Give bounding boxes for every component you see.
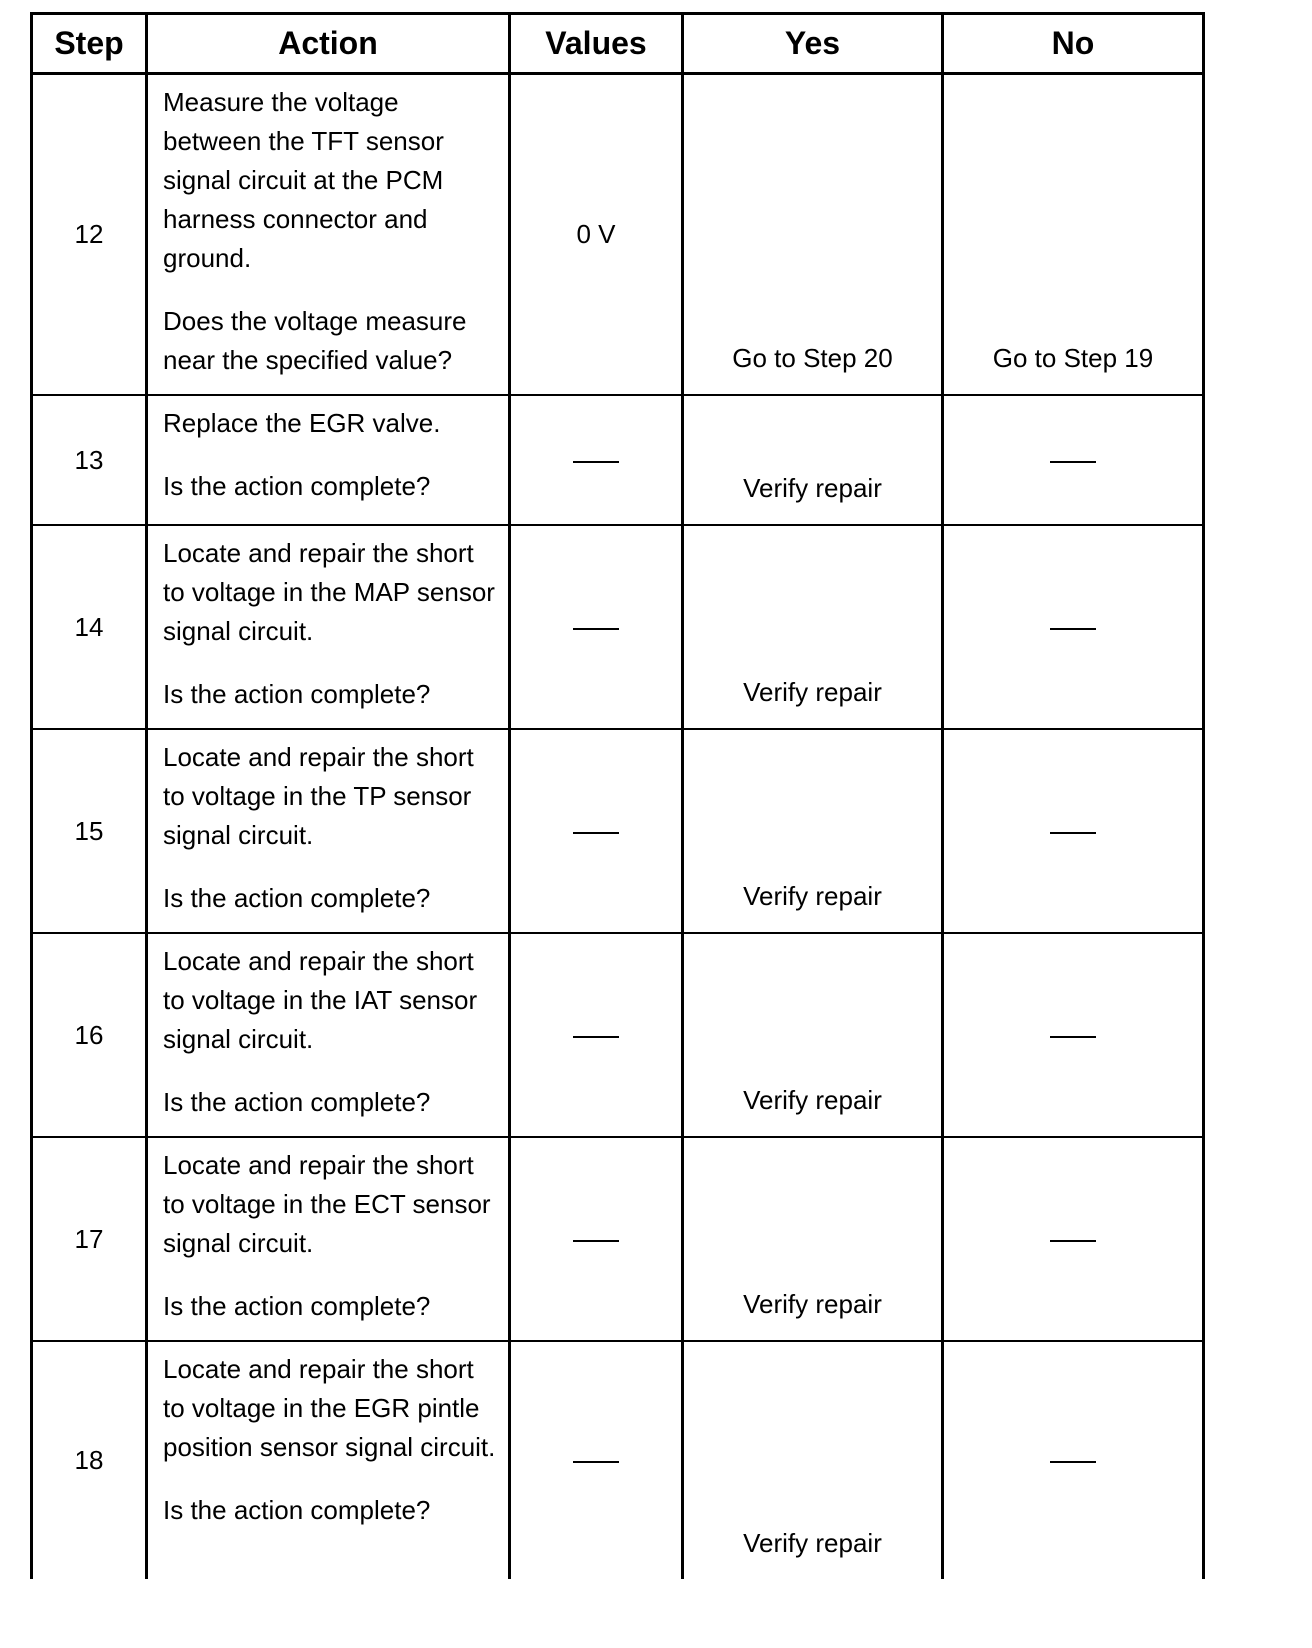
diagnostic-table: [30, 12, 1205, 1579]
values-dash: [573, 461, 619, 463]
action-question: Is the action complete?: [163, 1291, 431, 1321]
action-instruction: Locate and repair the short to voltage in the MAP sensor signal circuit.: [163, 538, 495, 646]
values-dash: [573, 832, 619, 834]
no-cell: [943, 933, 1204, 1137]
yes-cell: Verify repair: [683, 1341, 943, 1579]
values-cell: 0 V: [510, 74, 683, 396]
action-cell: [147, 1137, 510, 1341]
no-dash: [1050, 1240, 1096, 1242]
no-cell: Go to Step 19: [943, 74, 1204, 396]
action-question: Is the action complete?: [163, 679, 431, 709]
header-yes: Yes: [683, 14, 943, 74]
step-number: 12: [32, 74, 147, 396]
step-number: 14: [32, 525, 147, 729]
table-row: [32, 1341, 1204, 1579]
no-cell: [943, 525, 1204, 729]
header-action: Action: [147, 14, 510, 74]
action-instruction: Measure the voltage between the TFT sensor signal circuit at the PCM harness connector and ground.: [163, 87, 444, 273]
values-cell: [510, 525, 683, 729]
table-row: [32, 525, 1204, 729]
no-dash: [1050, 628, 1096, 630]
action-instruction: Locate and repair the short to voltage in the TP sensor signal circuit.: [163, 742, 474, 850]
yes-cell: Verify repair: [683, 933, 943, 1137]
values-cell: [510, 395, 683, 525]
header-no: No: [943, 14, 1204, 74]
yes-cell: Go to Step 20: [683, 74, 943, 396]
header-values: Values: [510, 14, 683, 74]
table-row: [32, 729, 1204, 933]
values-dash: [573, 1461, 619, 1463]
values-dash: [573, 628, 619, 630]
yes-cell: Verify repair: [683, 1137, 943, 1341]
header-step: Step: [32, 14, 147, 74]
diagnostic-table-page: [30, 12, 1202, 1579]
values-cell: [510, 1137, 683, 1341]
action-instruction: Locate and repair the short to voltage in the IAT sensor signal circuit.: [163, 946, 478, 1054]
values-dash: [573, 1036, 619, 1038]
no-cell: [943, 395, 1204, 525]
action-question: Does the voltage measure near the specified value?: [163, 306, 467, 375]
no-dash: [1050, 1036, 1096, 1038]
table-row: [32, 74, 1204, 396]
values-dash: [573, 1240, 619, 1242]
values-cell: [510, 729, 683, 933]
yes-cell: Verify repair: [683, 395, 943, 525]
step-number: 16: [32, 933, 147, 1137]
no-dash: [1050, 832, 1096, 834]
action-instruction: Locate and repair the short to voltage in the ECT sensor signal circuit.: [163, 1150, 491, 1258]
action-question: Is the action complete?: [163, 471, 431, 501]
action-cell: [147, 729, 510, 933]
values-cell: [510, 1341, 683, 1579]
table-row: [32, 1137, 1204, 1341]
no-cell: [943, 1341, 1204, 1579]
action-cell: [147, 933, 510, 1137]
yes-cell: Verify repair: [683, 525, 943, 729]
step-number: 13: [32, 395, 147, 525]
no-dash: [1050, 1461, 1096, 1463]
action-question: Is the action complete?: [163, 883, 431, 913]
action-question: Is the action complete?: [163, 1495, 431, 1525]
no-cell: [943, 729, 1204, 933]
step-number: 15: [32, 729, 147, 933]
no-cell: [943, 1137, 1204, 1341]
step-number: 17: [32, 1137, 147, 1341]
no-dash: [1050, 461, 1096, 463]
yes-cell: Verify repair: [683, 729, 943, 933]
action-cell: [147, 395, 510, 525]
values-cell: [510, 933, 683, 1137]
action-cell: [147, 74, 510, 396]
table-row: [32, 395, 1204, 525]
action-instruction: Replace the EGR valve.: [163, 408, 441, 438]
table-row: [32, 933, 1204, 1137]
table-header-row: [32, 14, 1204, 74]
step-number: 18: [32, 1341, 147, 1579]
action-cell: [147, 1341, 510, 1579]
action-question: Is the action complete?: [163, 1087, 431, 1117]
action-instruction: Locate and repair the short to voltage in the EGR pintle position sensor signal circuit.: [163, 1354, 496, 1462]
action-cell: [147, 525, 510, 729]
